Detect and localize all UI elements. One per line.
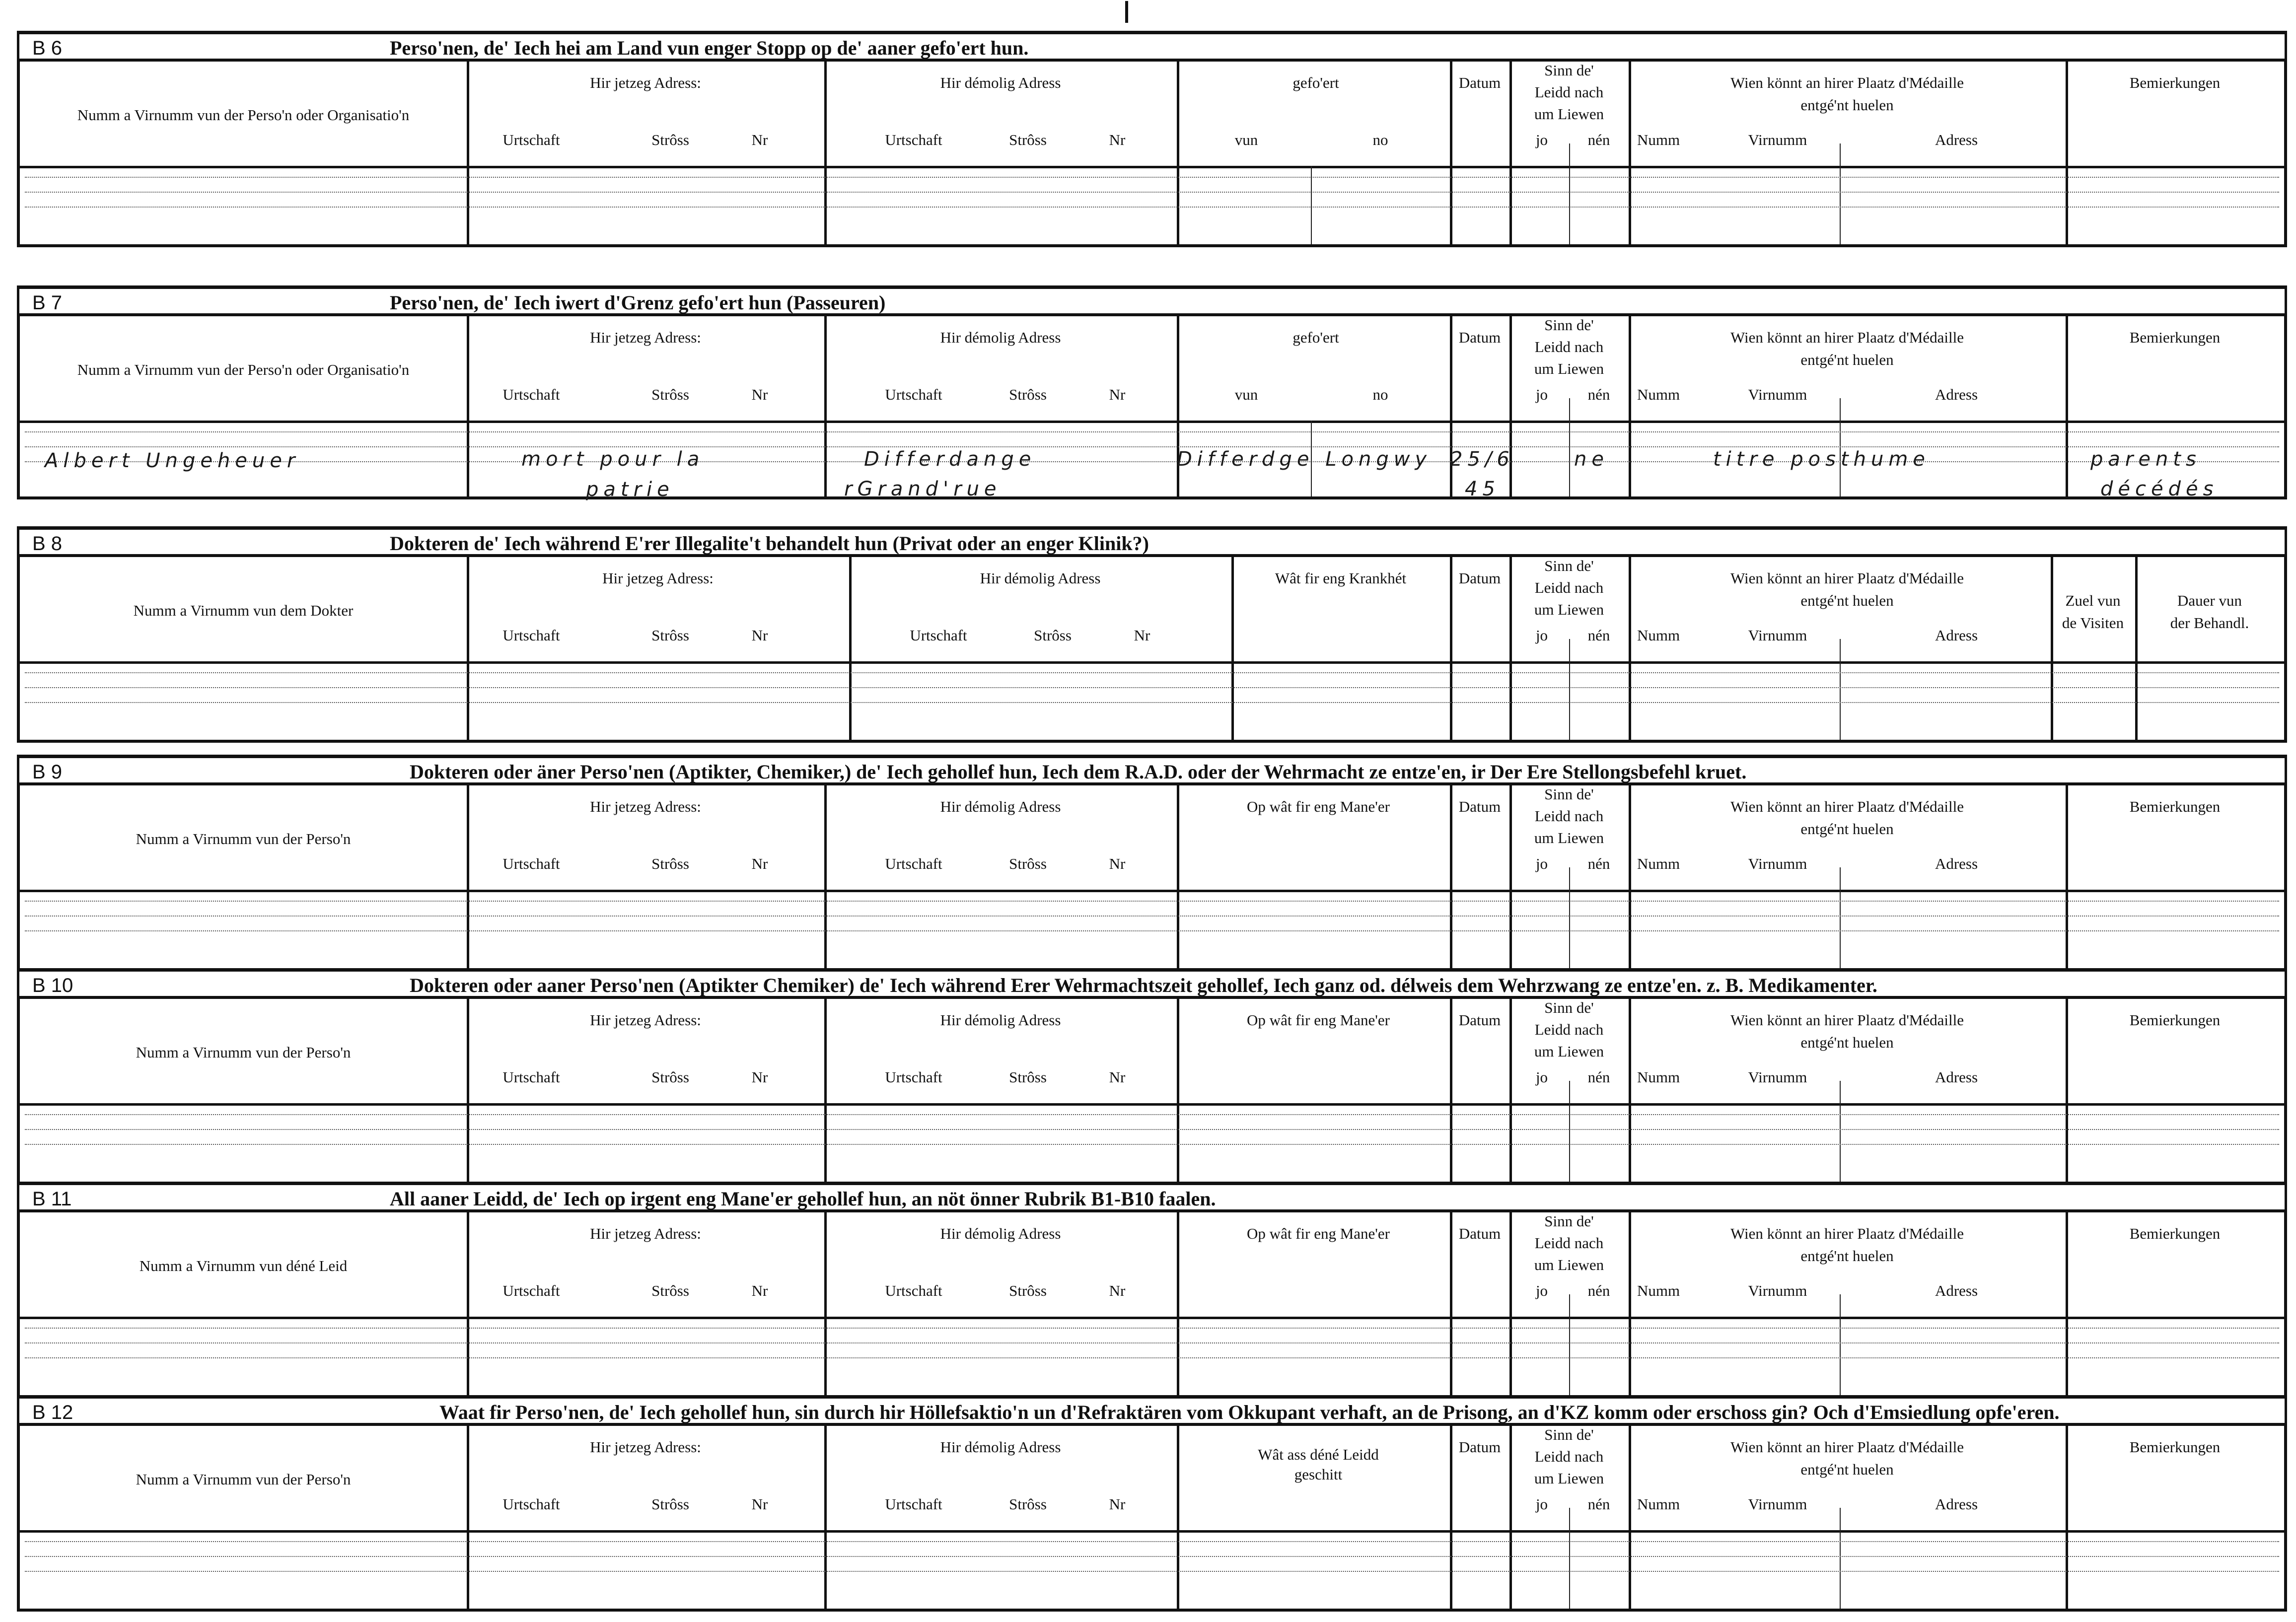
current-street-header: Strôss xyxy=(651,1068,689,1086)
header-divider xyxy=(20,1317,2284,1319)
section-title: Dokteren oder aaner Perso'nen (Aptikter Chemiker) de' Iech während Erer Wehrmachtszeit gehollef, Iech ganz od. délweis dem Wehrzwang ze entze'en. z. B. Medikamenter. xyxy=(410,974,1877,996)
medal-header-1: Wien könnt an hirer Plaatz d'Médaille xyxy=(1730,569,1964,587)
former-address-header: Hir démolig Adress xyxy=(940,329,1061,346)
date-header: Datum xyxy=(1458,1011,1501,1029)
alive-header-3: um Liewen xyxy=(1534,105,1604,123)
current-nr-header: Nr xyxy=(751,1282,768,1299)
column-divider xyxy=(1177,1426,1179,1609)
former-town-header: Urtschaft xyxy=(885,131,942,148)
header-divider xyxy=(20,421,2284,423)
current-nr-header: Nr xyxy=(751,386,768,403)
former-nr-header: Nr xyxy=(1109,1282,1126,1299)
medal-header-2: entgé'nt huelen xyxy=(1800,351,1894,368)
current-town-header: Urtschaft xyxy=(502,386,560,403)
medal-firstname-header: Virnumm xyxy=(1748,627,1807,644)
entry-line xyxy=(25,1342,2279,1343)
column-divider xyxy=(1450,1212,1452,1395)
manner-header: Op wât fir eng Mane'er xyxy=(1247,798,1390,815)
former-address-header: Hir démolig Adress xyxy=(940,1438,1061,1456)
alive-split xyxy=(1569,398,1570,496)
duration-header-1: Dauer vun xyxy=(2177,592,2242,609)
guided-header: gefo'ert xyxy=(1292,329,1339,346)
current-address-header: Hir jetzeg Adress: xyxy=(590,798,701,815)
current-town-header: Urtschaft xyxy=(502,627,560,644)
alive-header-1: Sinn de' xyxy=(1544,1426,1594,1443)
section-b8 xyxy=(17,526,2287,747)
medal-header-2: entgé'nt huelen xyxy=(1800,1247,1894,1265)
alive-split xyxy=(1569,143,1570,244)
medal-address-header: Adress xyxy=(1935,1282,1978,1299)
medal-split-1 xyxy=(1840,1081,1841,1182)
alive-yes-header: jo xyxy=(1535,1282,1548,1299)
medal-firstname-header: Virnumm xyxy=(1748,1495,1807,1513)
current-street-header: Strôss xyxy=(651,1495,689,1513)
current-street-header: Strôss xyxy=(651,855,689,872)
column-divider xyxy=(824,62,827,244)
alive-header-2: Leidd nach xyxy=(1534,338,1604,355)
alive-header-2: Leidd nach xyxy=(1534,807,1604,825)
former-address-header: Hir démolig Adress xyxy=(940,798,1061,815)
medal-header-1: Wien könnt an hirer Plaatz d'Médaille xyxy=(1730,74,1964,91)
section-b7 xyxy=(17,285,2287,504)
section-header xyxy=(17,285,2287,316)
column-divider xyxy=(824,999,827,1182)
former-nr-header: Nr xyxy=(1109,1068,1126,1086)
medal-surname-header: Numm xyxy=(1637,131,1680,148)
section-header xyxy=(17,755,2287,785)
current-street-header: Strôss xyxy=(651,627,689,644)
column-divider xyxy=(2066,316,2068,496)
column-divider xyxy=(1231,557,1234,740)
alive-split xyxy=(1569,1294,1570,1395)
medal-split-1 xyxy=(1840,143,1841,244)
section-header xyxy=(17,526,2287,557)
medal-header-1: Wien könnt an hirer Plaatz d'Médaille xyxy=(1730,798,1964,815)
current-nr-header: Nr xyxy=(751,627,768,644)
illness-header: Wât fir eng Krankhét xyxy=(1275,569,1407,587)
column-divider xyxy=(1177,1212,1179,1395)
medal-header-1: Wien könnt an hirer Plaatz d'Médaille xyxy=(1730,1438,1964,1456)
alive-split xyxy=(1569,867,1570,968)
section-b6 xyxy=(17,31,2287,252)
name-column-header: Numm a Virnumm vun der Perso'n oder Organisatio'n xyxy=(77,106,410,124)
entry-line xyxy=(25,207,2279,208)
entry-line xyxy=(25,192,2279,193)
medal-header-2: entgé'nt huelen xyxy=(1800,592,1894,609)
entry-line xyxy=(25,930,2279,931)
former-nr-header: Nr xyxy=(1109,1495,1126,1513)
medal-header-2: entgé'nt huelen xyxy=(1800,1461,1894,1478)
column-divider xyxy=(1509,785,1512,968)
alive-yes-header: jo xyxy=(1535,1068,1548,1086)
former-town-header: Urtschaft xyxy=(885,386,942,403)
alive-yes-header: jo xyxy=(1535,627,1548,644)
guided-from-header: vun xyxy=(1234,131,1258,148)
column-divider xyxy=(1629,785,1631,968)
remarks-header: Bemierkungen xyxy=(2129,74,2221,91)
section-header xyxy=(17,1395,2287,1426)
entry-line xyxy=(25,446,2279,447)
medal-address-header: Adress xyxy=(1935,855,1978,872)
section-title: Dokteren oder äner Perso'nen (Aptikter, Chemiker,) de' Iech gehollef hun, Iech dem R.A.D. oder der Wehrmacht ze entze'en, ir Der Ere Stellongsbefehl kruet. xyxy=(410,761,1747,783)
former-street-header: Strôss xyxy=(1009,1068,1047,1086)
alive-header-3: um Liewen xyxy=(1534,829,1604,846)
current-town-header: Urtschaft xyxy=(502,131,560,148)
former-street-header: Strôss xyxy=(1009,855,1047,872)
current-address-header: Hir jetzeg Adress: xyxy=(590,329,701,346)
section-title: Waat fir Perso'nen, de' Iech gehollef hun, sin durch hir Höllefsaktio'n un d'Refraktären vom Okkupant verhaft, an de Prisong, an d'KZ komm oder erschoss gin? Och d'Emsiedlung opfe'eren. xyxy=(439,1401,2060,1423)
current-town-header: Urtschaft xyxy=(502,1495,560,1513)
section-code: B 6 xyxy=(32,37,63,59)
current-nr-header: Nr xyxy=(751,855,768,872)
alive-header-3: um Liewen xyxy=(1534,1256,1604,1273)
column-divider xyxy=(824,1212,827,1395)
section-table xyxy=(17,782,2287,971)
current-address-header: Hir jetzeg Adress: xyxy=(602,569,714,587)
entry-line xyxy=(25,461,2279,462)
alive-no-header: nén xyxy=(1587,1495,1610,1513)
current-address-header: Hir jetzeg Adress: xyxy=(590,1225,701,1242)
name-column-header: Numm a Virnumm vun der Perso'n xyxy=(136,1471,351,1488)
date-header: Datum xyxy=(1458,798,1501,815)
medal-address-header: Adress xyxy=(1935,627,1978,644)
remarks-header: Bemierkungen xyxy=(2129,798,2221,815)
column-divider xyxy=(1450,999,1452,1182)
column-divider xyxy=(824,316,827,496)
hw-alive-no: ne xyxy=(1574,448,1609,471)
current-address-header: Hir jetzeg Adress: xyxy=(590,1011,701,1029)
hw-date-2: 45 xyxy=(1465,478,1500,500)
section-table xyxy=(17,996,2287,1185)
column-divider xyxy=(1629,1212,1631,1395)
section-table xyxy=(17,554,2287,743)
alive-no-header: nén xyxy=(1587,386,1610,403)
entry-line xyxy=(25,1357,2279,1358)
name-column-header: Numm a Virnumm vun dem Dokter xyxy=(133,602,354,619)
remarks-header: Bemierkungen xyxy=(2129,1011,2221,1029)
column-divider xyxy=(824,1426,827,1609)
alive-no-header: nén xyxy=(1587,131,1610,148)
guided-to-header: no xyxy=(1372,386,1388,403)
alive-no-header: nén xyxy=(1587,855,1610,872)
column-divider xyxy=(2066,1426,2068,1609)
medal-surname-header: Numm xyxy=(1637,1495,1680,1513)
current-street-header: Strôss xyxy=(651,131,689,148)
column-divider xyxy=(1629,316,1631,496)
former-address-header: Hir démolig Adress xyxy=(940,1225,1061,1242)
medal-header-2: entgé'nt huelen xyxy=(1800,1034,1894,1051)
section-header xyxy=(17,31,2287,62)
header-divider xyxy=(20,166,2284,168)
hw-name: Albert Ungeheuer xyxy=(45,449,300,472)
entry-line xyxy=(25,901,2279,902)
column-divider xyxy=(1450,785,1452,968)
visits-header-1: Zuel vun xyxy=(2065,592,2121,609)
column-divider xyxy=(2051,557,2053,740)
hw-medal: titre posthume xyxy=(1713,448,1930,471)
top-margin-mark xyxy=(1125,1,1128,23)
column-divider xyxy=(2135,557,2138,740)
remarks-header: Bemierkungen xyxy=(2129,329,2221,346)
visits-header-2: de Visiten xyxy=(2062,614,2124,632)
current-nr-header: Nr xyxy=(751,131,768,148)
former-town-header: Urtschaft xyxy=(885,1282,942,1299)
date-header: Datum xyxy=(1458,329,1501,346)
entry-line xyxy=(25,702,2279,703)
column-divider xyxy=(1450,62,1452,244)
medal-address-header: Adress xyxy=(1935,131,1978,148)
medal-header-1: Wien könnt an hirer Plaatz d'Médaille xyxy=(1730,1225,1964,1242)
hw-former-2: rGrand'rue xyxy=(844,478,1002,500)
former-nr-header: Nr xyxy=(1134,627,1150,644)
section-header xyxy=(17,968,2287,999)
header-divider xyxy=(20,661,2284,664)
duration-header-2: der Behandl. xyxy=(2170,614,2249,632)
column-divider xyxy=(1177,62,1179,244)
former-address-header: Hir démolig Adress xyxy=(980,569,1101,587)
alive-header-1: Sinn de' xyxy=(1544,62,1594,79)
former-street-header: Strôss xyxy=(1009,386,1047,403)
section-header xyxy=(17,1182,2287,1212)
alive-no-header: nén xyxy=(1587,627,1610,644)
header-divider xyxy=(20,1530,2284,1533)
column-divider xyxy=(467,1212,469,1395)
section-title: Perso'nen, de' Iech hei am Land vun enger Stopp op de' aaner gefo'ert hun. xyxy=(390,37,1029,59)
guided-header: gefo'ert xyxy=(1292,74,1339,91)
medal-surname-header: Numm xyxy=(1637,1282,1680,1299)
alive-header-1: Sinn de' xyxy=(1544,999,1594,1016)
medal-split-1 xyxy=(1840,639,1841,740)
date-header: Datum xyxy=(1458,1225,1501,1242)
hw-guided: Differdge Longwy xyxy=(1177,448,1432,471)
medal-address-header: Adress xyxy=(1935,1495,1978,1513)
entry-line xyxy=(25,916,2279,917)
column-divider xyxy=(1177,999,1179,1182)
section-table xyxy=(17,59,2287,247)
hw-current-1: mort pour la xyxy=(521,448,705,471)
medal-header-1: Wien könnt an hirer Plaatz d'Médaille xyxy=(1730,1011,1964,1029)
hw-former-1: Differdange xyxy=(864,448,1036,471)
alive-header-1: Sinn de' xyxy=(1544,316,1594,334)
entry-line xyxy=(25,687,2279,688)
name-column-header: Numm a Virnumm vun déné Leid xyxy=(139,1257,348,1274)
remarks-header: Bemierkungen xyxy=(2129,1225,2221,1242)
alive-header-2: Leidd nach xyxy=(1534,1448,1604,1465)
medal-surname-header: Numm xyxy=(1637,1068,1680,1086)
remarks-header: Bemierkungen xyxy=(2129,1438,2221,1456)
former-address-header: Hir démolig Adress xyxy=(940,1011,1061,1029)
column-divider xyxy=(1509,1212,1512,1395)
entry-line xyxy=(25,1328,2279,1329)
former-town-header: Urtschaft xyxy=(885,1068,942,1086)
current-nr-header: Nr xyxy=(751,1068,768,1086)
former-nr-header: Nr xyxy=(1109,131,1126,148)
column-divider xyxy=(1509,557,1512,740)
alive-split xyxy=(1569,1508,1570,1609)
former-town-header: Urtschaft xyxy=(885,855,942,872)
column-divider xyxy=(824,785,827,968)
column-divider xyxy=(849,557,852,740)
former-street-header: Strôss xyxy=(1034,627,1072,644)
header-divider xyxy=(20,890,2284,892)
entry-line xyxy=(25,1556,2279,1557)
medal-surname-header: Numm xyxy=(1637,627,1680,644)
column-divider xyxy=(1177,785,1179,968)
medal-firstname-header: Virnumm xyxy=(1748,131,1807,148)
medal-surname-header: Numm xyxy=(1637,386,1680,403)
section-table xyxy=(17,1423,2287,1612)
alive-header-2: Leidd nach xyxy=(1534,579,1604,596)
column-divider xyxy=(1629,62,1631,244)
column-divider xyxy=(467,1426,469,1609)
current-town-header: Urtschaft xyxy=(502,855,560,872)
column-divider xyxy=(1629,557,1631,740)
date-header: Datum xyxy=(1458,569,1501,587)
guided-to-header: no xyxy=(1372,131,1388,148)
alive-header-3: um Liewen xyxy=(1534,1470,1604,1487)
former-town-header: Urtschaft xyxy=(910,627,967,644)
column-divider xyxy=(467,557,469,740)
section-b9 xyxy=(17,755,2287,976)
name-column-header: Numm a Virnumm vun der Perso'n oder Organisatio'n xyxy=(77,361,410,378)
alive-yes-header: jo xyxy=(1535,855,1548,872)
section-b10 xyxy=(17,968,2287,1189)
alive-header-2: Leidd nach xyxy=(1534,1021,1604,1038)
current-town-header: Urtschaft xyxy=(502,1068,560,1086)
column-divider xyxy=(1509,62,1512,244)
medal-split-1 xyxy=(1840,867,1841,968)
alive-yes-header: jo xyxy=(1535,386,1548,403)
column-divider xyxy=(1450,557,1452,740)
medal-header-2: entgé'nt huelen xyxy=(1800,96,1894,114)
section-b11 xyxy=(17,1182,2287,1403)
happened-header-2: geschitt xyxy=(1294,1466,1343,1483)
medal-address-header: Adress xyxy=(1935,386,1978,403)
section-table xyxy=(17,313,2287,499)
column-divider xyxy=(1509,999,1512,1182)
section-title: Dokteren de' Iech während E'rer Illegalite't behandelt hun (Privat oder an enger Klinik?) xyxy=(390,532,1149,555)
column-divider xyxy=(2066,1212,2068,1395)
alive-no-header: nén xyxy=(1587,1282,1610,1299)
former-address-header: Hir démolig Adress xyxy=(940,74,1061,91)
alive-yes-header: jo xyxy=(1535,131,1548,148)
header-divider xyxy=(20,1103,2284,1106)
current-address-header: Hir jetzeg Adress: xyxy=(590,1438,701,1456)
entry-line xyxy=(25,672,2279,673)
column-divider xyxy=(1509,1426,1512,1609)
medal-split-1 xyxy=(1840,398,1841,496)
hw-remarks-2: décédés xyxy=(2100,478,2219,500)
former-nr-header: Nr xyxy=(1109,386,1126,403)
section-title: Perso'nen, de' Iech iwert d'Grenz gefo'ert hun (Passeuren) xyxy=(390,291,886,314)
former-town-header: Urtschaft xyxy=(885,1495,942,1513)
column-divider xyxy=(1450,1426,1452,1609)
entry-line xyxy=(25,1144,2279,1145)
current-street-header: Strôss xyxy=(651,1282,689,1299)
column-divider xyxy=(1629,1426,1631,1609)
hw-remarks-1: parents xyxy=(2090,448,2201,471)
entry-line xyxy=(25,1129,2279,1130)
alive-header-1: Sinn de' xyxy=(1544,557,1594,574)
former-street-header: Strôss xyxy=(1009,1495,1047,1513)
column-divider xyxy=(467,999,469,1182)
hw-date-1: 25/6 xyxy=(1450,448,1514,471)
alive-header-2: Leidd nach xyxy=(1534,1234,1604,1252)
current-street-header: Strôss xyxy=(651,386,689,403)
section-table xyxy=(17,1209,2287,1398)
current-address-header: Hir jetzeg Adress: xyxy=(590,74,701,91)
entry-line xyxy=(25,431,2279,432)
column-divider xyxy=(467,62,469,244)
name-column-header: Numm a Virnumm vun der Perso'n xyxy=(136,1044,351,1061)
section-code: B 11 xyxy=(32,1188,72,1210)
alive-split xyxy=(1569,639,1570,740)
current-town-header: Urtschaft xyxy=(502,1282,560,1299)
section-code: B 7 xyxy=(32,292,63,314)
alive-header-3: um Liewen xyxy=(1534,1043,1604,1060)
medal-firstname-header: Virnumm xyxy=(1748,1068,1807,1086)
medal-address-header: Adress xyxy=(1935,1068,1978,1086)
column-divider xyxy=(1629,999,1631,1182)
name-column-header: Numm a Virnumm vun der Perso'n xyxy=(136,830,351,847)
medal-header-1: Wien könnt an hirer Plaatz d'Médaille xyxy=(1730,329,1964,346)
current-nr-header: Nr xyxy=(751,1495,768,1513)
entry-line xyxy=(25,1541,2279,1542)
former-street-header: Strôss xyxy=(1009,1282,1047,1299)
alive-no-header: nén xyxy=(1587,1068,1610,1086)
column-divider xyxy=(2066,785,2068,968)
hw-current-2: patrie xyxy=(586,478,674,501)
manner-header: Op wât fir eng Mane'er xyxy=(1247,1011,1390,1029)
alive-header-1: Sinn de' xyxy=(1544,1212,1594,1230)
former-street-header: Strôss xyxy=(1009,131,1047,148)
medal-split-1 xyxy=(1840,1508,1841,1609)
former-nr-header: Nr xyxy=(1109,855,1126,872)
alive-yes-header: jo xyxy=(1535,1495,1548,1513)
section-title: All aaner Leidd, de' Iech op irgent eng Mane'er gehollef hun, an nöt önner Rubrik B1-B10 faalen. xyxy=(390,1188,1216,1210)
manner-header: Op wât fir eng Mane'er xyxy=(1247,1225,1390,1242)
happened-header-1: Wât ass déné Leidd xyxy=(1258,1446,1379,1463)
alive-header-3: um Liewen xyxy=(1534,601,1604,618)
guided-from-header: vun xyxy=(1234,386,1258,403)
column-divider xyxy=(467,316,469,496)
medal-header-2: entgé'nt huelen xyxy=(1800,820,1894,838)
medal-surname-header: Numm xyxy=(1637,855,1680,872)
section-code: B 10 xyxy=(32,975,73,996)
medal-firstname-header: Virnumm xyxy=(1748,386,1807,403)
alive-header-3: um Liewen xyxy=(1534,360,1604,377)
section-b12 xyxy=(17,1395,2287,1616)
date-header: Datum xyxy=(1458,74,1501,91)
alive-header-1: Sinn de' xyxy=(1544,785,1594,803)
alive-split xyxy=(1569,1081,1570,1182)
column-divider xyxy=(2066,999,2068,1182)
alive-header-2: Leidd nach xyxy=(1534,83,1604,101)
medal-split-1 xyxy=(1840,1294,1841,1395)
column-divider xyxy=(467,785,469,968)
date-header: Datum xyxy=(1458,1438,1501,1456)
medal-firstname-header: Virnumm xyxy=(1748,855,1807,872)
entry-line xyxy=(25,177,2279,178)
entry-line xyxy=(25,1114,2279,1115)
entry-line xyxy=(25,1571,2279,1572)
section-code: B 8 xyxy=(32,533,63,555)
medal-firstname-header: Virnumm xyxy=(1748,1282,1807,1299)
section-code: B 9 xyxy=(32,761,63,783)
column-divider xyxy=(2066,62,2068,244)
section-code: B 12 xyxy=(32,1402,73,1423)
